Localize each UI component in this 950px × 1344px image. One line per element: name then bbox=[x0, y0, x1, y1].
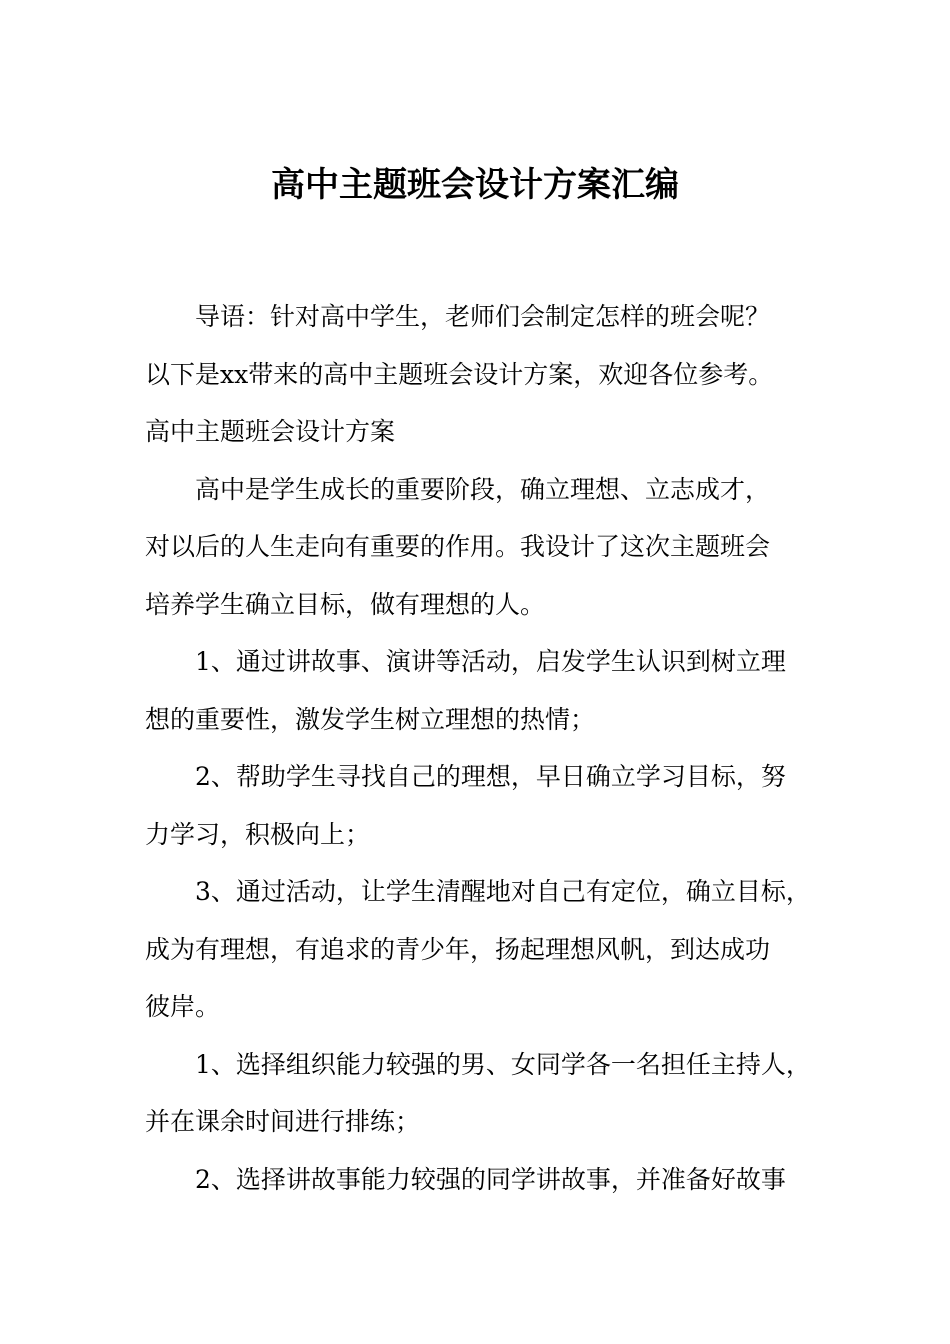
list-item: 1、选择组织能力较强的男、女同学各一名担任主持人， bbox=[195, 1049, 811, 1079]
body-line: 培养学生确立目标，做有理想的人。 bbox=[145, 589, 546, 619]
list-item: 3、通过活动，让学生清醒地对自己有定位，确立目标， bbox=[195, 877, 811, 906]
document-title: 高中主题班会设计方案汇编 bbox=[271, 165, 679, 205]
body-line: 对以后的人生走向有重要的作用。我设计了这次主题班会 bbox=[145, 532, 771, 561]
document-body bbox=[145, 288, 815, 1208]
body-line: 高中是学生成长的重要阶段，确立理想、立志成才， bbox=[195, 474, 771, 504]
list-item-continuation: 彼岸。 bbox=[145, 992, 221, 1021]
list-item-continuation: 并在课余时间进行排练； bbox=[145, 1107, 421, 1136]
list-item-continuation: 想的重要性，激发学生树立理想的热情； bbox=[145, 704, 596, 734]
list-item: 2、选择讲故事能力较强的同学讲故事，并准备好故事 bbox=[195, 1164, 786, 1194]
body-line: 导语：针对高中学生，老师们会制定怎样的班会呢？ bbox=[195, 302, 771, 331]
list-item-continuation: 成为有理想，有追求的青少年，扬起理想风帆，到达成功 bbox=[145, 934, 771, 964]
body-line: 以下是xx带来的高中主题班会设计方案，欢迎各位参考。 bbox=[145, 359, 774, 389]
list-item: 2、帮助学生寻找自己的理想，早日确立学习目标，努 bbox=[195, 762, 786, 791]
section-heading: 高中主题班会设计方案 bbox=[145, 417, 396, 446]
list-item-continuation: 力学习，积极向上； bbox=[145, 819, 371, 849]
list-item: 1、通过讲故事、演讲等活动，启发学生认识到树立理 bbox=[195, 647, 786, 676]
